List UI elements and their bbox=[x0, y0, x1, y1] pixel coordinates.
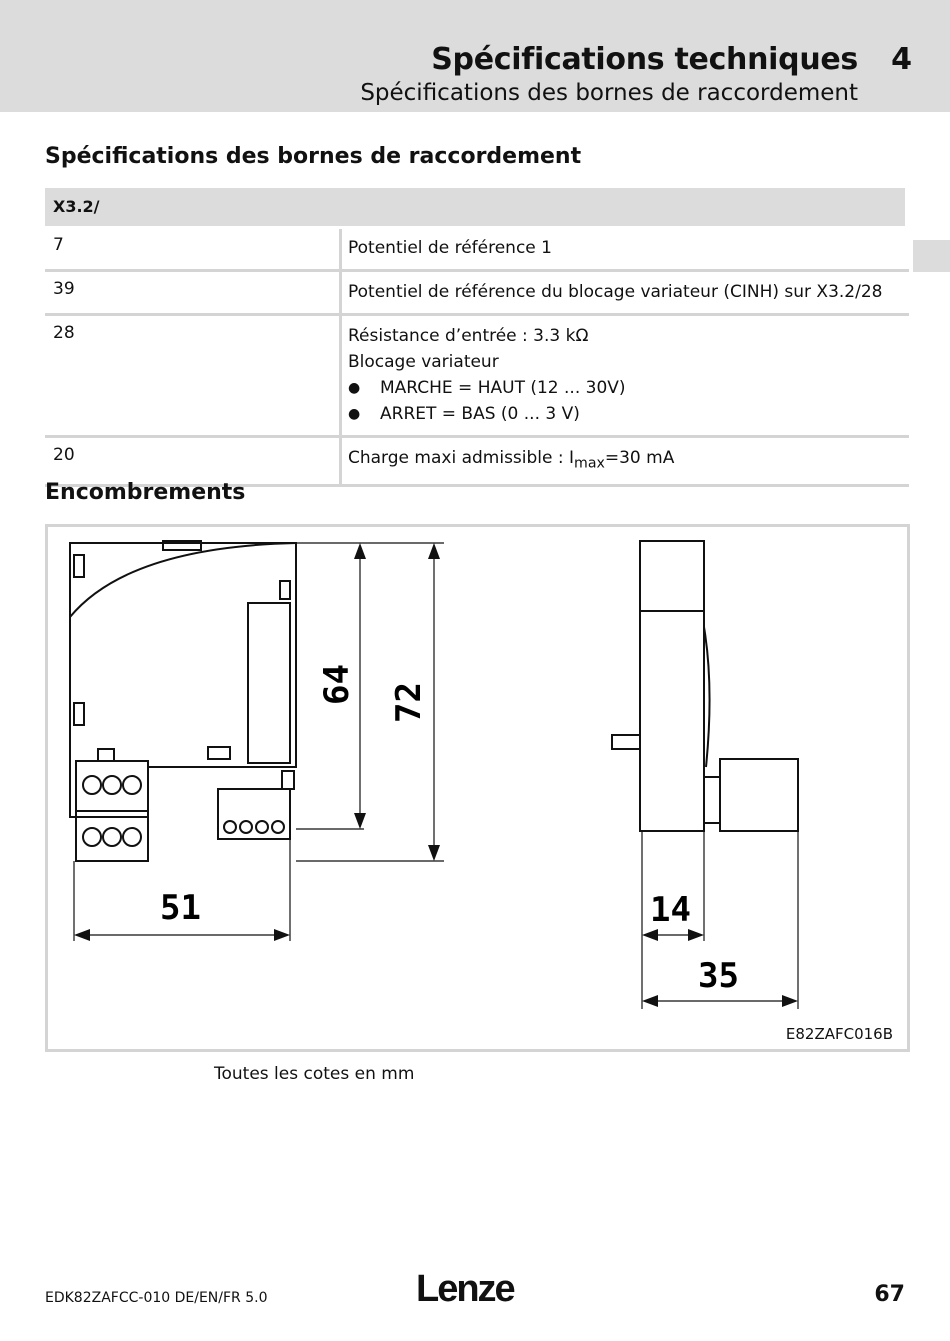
dimension-drawing bbox=[45, 524, 910, 1052]
section-title-dimensions: Encombrements bbox=[45, 480, 246, 505]
dimension-label-14: 14 bbox=[650, 890, 691, 930]
front-slot-top bbox=[74, 555, 84, 577]
front-small-rect bbox=[282, 771, 294, 789]
table-row bbox=[45, 229, 909, 272]
dimension-label-72: 72 bbox=[389, 682, 429, 723]
terminal-cell: 28 bbox=[45, 316, 342, 435]
lenze-logo: Lenze bbox=[416, 1268, 514, 1310]
arrow-head-icon bbox=[428, 845, 440, 861]
side-view-clip bbox=[612, 735, 640, 749]
terminal-cell: 7 bbox=[45, 229, 342, 269]
section-title-terminals: Spécifications des bornes de raccordement bbox=[45, 144, 582, 169]
bullet-text: MARCHE = HAUT (12 ... 30V) bbox=[380, 378, 626, 398]
plug-pin bbox=[224, 821, 236, 833]
figure-code: E82ZAFC016B bbox=[785, 1025, 893, 1043]
plug-pin bbox=[240, 821, 252, 833]
arrow-head-icon bbox=[354, 543, 366, 559]
bullet-dot-icon: ● bbox=[348, 406, 361, 422]
arrow-head-icon bbox=[274, 929, 290, 941]
front-panel bbox=[248, 603, 290, 763]
front-view-outline bbox=[70, 543, 296, 817]
arrow-head-icon bbox=[782, 995, 798, 1007]
terminal-screw bbox=[83, 776, 101, 794]
document-id: EDK82ZAFCC-010 DE/EN/FR 5.0 bbox=[45, 1290, 268, 1306]
description-line: Potentiel de référence 1 bbox=[348, 238, 552, 258]
front-led bbox=[208, 747, 230, 759]
desc-subscript: max bbox=[574, 455, 605, 472]
dimension-label-35: 35 bbox=[698, 956, 739, 996]
arrow-head-icon bbox=[354, 813, 366, 829]
dimension-label-51: 51 bbox=[160, 888, 201, 928]
terminal-spec-table bbox=[45, 188, 909, 487]
front-view-curve bbox=[70, 543, 296, 617]
left-terminal-tab bbox=[98, 749, 114, 761]
terminal-screw bbox=[123, 776, 141, 794]
description-cell bbox=[342, 229, 909, 269]
description-cell bbox=[342, 272, 909, 313]
front-slot-mid bbox=[74, 703, 84, 725]
figure-caption: Toutes les cotes en mm bbox=[214, 1064, 415, 1084]
description-line bbox=[348, 445, 903, 476]
terminal-screw bbox=[123, 828, 141, 846]
desc-suffix: =30 mA bbox=[604, 448, 675, 468]
terminal-cell: 39 bbox=[45, 272, 342, 313]
desc-prefix: Charge maxi admissible : I bbox=[348, 448, 575, 468]
bullet-text: ARRET = BAS (0 ... 3 V) bbox=[380, 404, 580, 424]
terminal-screw bbox=[83, 828, 101, 846]
side-view-body bbox=[640, 541, 704, 831]
terminal-cell: 20 bbox=[45, 438, 342, 484]
arrow-head-icon bbox=[74, 929, 90, 941]
table-row bbox=[45, 272, 909, 316]
table-row bbox=[45, 316, 909, 438]
chapter-subtitle: Spécifications des bornes de raccordement bbox=[360, 80, 858, 106]
arrow-head-icon bbox=[688, 929, 704, 941]
arrow-head-icon bbox=[642, 995, 658, 1007]
bullet-item bbox=[348, 401, 903, 427]
description-line: Potentiel de référence du blocage variateur (CINH) sur X3.2/28 bbox=[348, 282, 883, 302]
arrow-head-icon bbox=[642, 929, 658, 941]
chapter-title: Spécifications techniques bbox=[431, 42, 858, 77]
side-view-connector-neck bbox=[704, 777, 720, 823]
description-cell bbox=[342, 316, 909, 435]
side-tab-marker bbox=[913, 240, 950, 272]
terminal-screw bbox=[103, 776, 121, 794]
arrow-head-icon bbox=[428, 543, 440, 559]
side-view-connector bbox=[720, 759, 798, 831]
chapter-number: 4 bbox=[891, 42, 912, 77]
plug-pin bbox=[272, 821, 284, 833]
plug-pin bbox=[256, 821, 268, 833]
description-cell bbox=[342, 438, 909, 484]
bullet-dot-icon: ● bbox=[348, 380, 361, 396]
description-line: Blocage variateur bbox=[348, 352, 499, 372]
plug-connector bbox=[218, 789, 290, 839]
page-number: 67 bbox=[874, 1282, 905, 1307]
front-slot-right bbox=[280, 581, 290, 599]
description-line: Résistance d’entrée : 3.3 kΩ bbox=[348, 326, 589, 346]
dimension-label-64: 64 bbox=[317, 664, 357, 705]
terminal-screw bbox=[103, 828, 121, 846]
table-header: X3.2/ bbox=[45, 188, 905, 226]
bullet-item bbox=[348, 375, 903, 401]
dimension-drawing-svg bbox=[48, 527, 907, 1049]
